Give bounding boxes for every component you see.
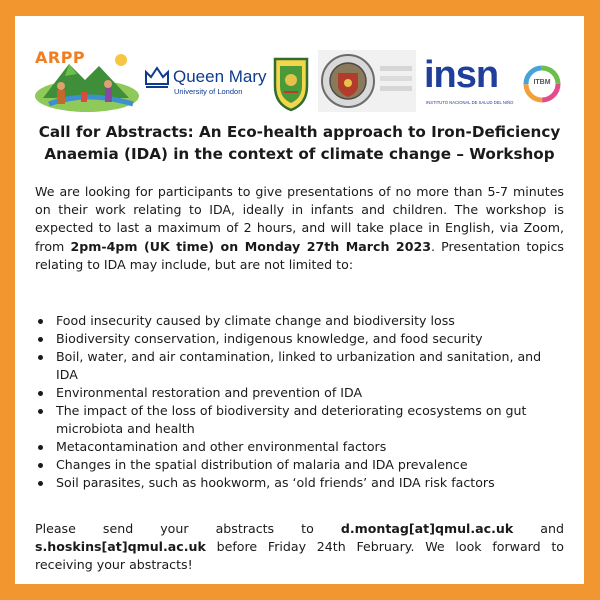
arpp-logo (29, 46, 141, 116)
crown-icon (144, 66, 170, 88)
queen-mary-subtitle: University of London (174, 87, 243, 96)
queen-mary-logo (144, 64, 266, 104)
list-item: Metacontamination and other environmental factors (35, 438, 564, 456)
itbm-logo-text: ITBM (533, 79, 551, 86)
arpp-logo-text: ARPP (35, 48, 86, 67)
contact-email-primary: d.montag[at]qmul.ac.uk (340, 521, 514, 536)
flyer-card (15, 16, 584, 584)
university-seal-logo (318, 50, 416, 112)
insn-logo-caption: INSTITUTO NACIONAL DE SALUD DEL NIÑO (426, 100, 514, 105)
workshop-datetime: 2pm-4pm (UK time) on Monday 27th March 2023 (70, 238, 431, 254)
queen-mary-name: Queen Mary (173, 67, 267, 86)
page-title: Call for Abstracts: An Eco-health approach to Iron-Deficiency Anaemia (IDA) in the context of climate change – Workshop (38, 123, 561, 163)
topics-list (35, 312, 564, 492)
intro-lead-text: We are looking for participants to give presentations of no more than 5-7 minutes on their work relating to IDA, ideally in infants and children. The workshop is expected to last a maximum of 2 hours, and will take place in English, via Zoom, from (35, 184, 564, 254)
list-item: Food insecurity caused by climate change and biodiversity loss (35, 312, 564, 330)
list-item: Boil, water, and air contamination, linked to urbanization and sanitation, and IDA (35, 348, 564, 384)
contact-mid-text: and (513, 521, 564, 536)
shield-crest-logo (272, 56, 310, 112)
insn-logo (424, 54, 516, 110)
university-seal-faded-text (380, 66, 412, 91)
list-item: The impact of the loss of biodiversity and deteriorating ecosystems on gut microbiota and health (35, 402, 564, 438)
shield-crest-icon (272, 56, 310, 112)
insn-logo-text: insn (424, 54, 499, 96)
contact-trail-text: before Friday 24th February. We look forward to receiving your abstracts! (35, 539, 564, 573)
contact-paragraph (35, 520, 564, 575)
contact-email-secondary: s.hoskins[at]qmul.ac.uk (35, 539, 206, 555)
intro-paragraph (35, 183, 564, 274)
intro-trail-text: . Presentation topics relating to IDA may include, but are not limited to: (35, 238, 564, 272)
university-seal-icon (320, 53, 376, 109)
itbm-logo (523, 65, 561, 103)
list-item: Changes in the spatial distribution of malaria and IDA prevalence (35, 456, 564, 474)
list-item: Biodiversity conservation, indigenous knowledge, and food security (35, 330, 564, 348)
list-item: Environmental restoration and prevention of IDA (35, 384, 564, 402)
list-item: Soil parasites, such as hookworm, as ‘old friends’ and IDA risk factors (35, 474, 564, 492)
contact-lead-text: Please send your abstracts to (35, 521, 341, 536)
logo-strip (15, 44, 584, 118)
